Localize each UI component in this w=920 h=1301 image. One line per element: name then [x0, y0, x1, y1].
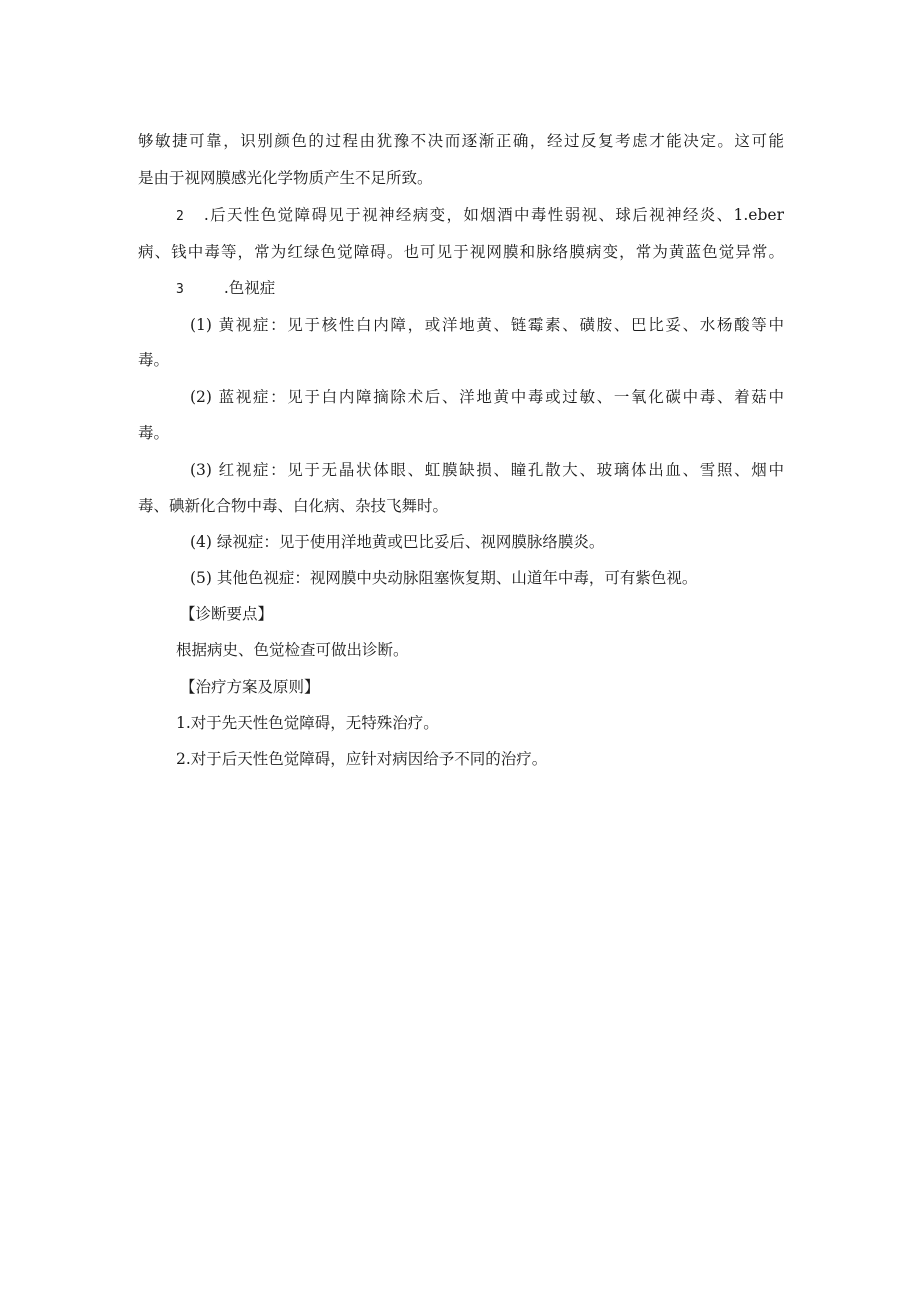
sub-item-2-line: (2) 蓝视症：见于白内障摘除术后、洋地黄中毒或过敏、一氧化碳中毒、着菇中 — [190, 388, 784, 406]
list-number: 2 — [176, 209, 184, 224]
section-heading-diagnosis: 【诊断要点】 — [180, 605, 274, 623]
treatment-item-1: 1.对于先天性色觉障碍，无特殊治疗。 — [176, 714, 439, 732]
list-number: 3 — [176, 282, 184, 297]
sub-item-1-line: (1) 黄视症：见于核性白内障，或洋地黄、链霉素、磺胺、巴比妥、水杨酸等中 — [190, 316, 784, 334]
list-item-3-line — [176, 277, 784, 301]
section-heading-treatment: 【治疗方案及原则】 — [180, 678, 320, 696]
paragraph-line: 是由于视网膜感光化学物质产生不足所致。 — [138, 169, 433, 187]
treatment-item-2: 2.对于后天性色觉障碍，应针对病因给予不同的治疗。 — [176, 750, 548, 768]
sub-item-3-line: (3) 红视症：见于无晶状体眼、虹膜缺损、瞳孔散大、玻璃体出血、雪照、烟中 — [190, 461, 784, 479]
list-item-2-line — [176, 204, 784, 228]
paragraph-line: 毒。 — [138, 424, 170, 442]
sub-item-5-line: (5) 其他色视症：视网膜中央动脉阻塞恢复期、山道年中毒，可有紫色视。 — [190, 569, 698, 587]
sub-item-4-line: (4) 绿视症：见于使用洋地黄或巴比妥后、视网膜脉络膜炎。 — [190, 533, 605, 551]
paragraph-line: 够敏捷可靠，识别颜色的过程由犹豫不决而逐渐正确，经过反复考虑才能决定。这可能 — [138, 132, 784, 150]
paragraph-line: 病、钱中毒等，常为红绿色觉障碍。也可见于视网膜和脉络膜病变，常为黄蓝色觉异常。 — [138, 243, 784, 261]
paragraph-line: 毒。 — [138, 351, 170, 369]
list-item-text: .色视症 — [223, 279, 276, 297]
paragraph-line: 毒、碘新化合物中毒、白化病、杂技飞舞时。 — [138, 497, 449, 515]
list-item-text: .后天性色觉障碍见于视神经病变，如烟酒中毒性弱视、球后视神经炎、1.eber — [203, 206, 784, 224]
paragraph-line: 根据病史、色觉检查可做出诊断。 — [176, 641, 409, 659]
